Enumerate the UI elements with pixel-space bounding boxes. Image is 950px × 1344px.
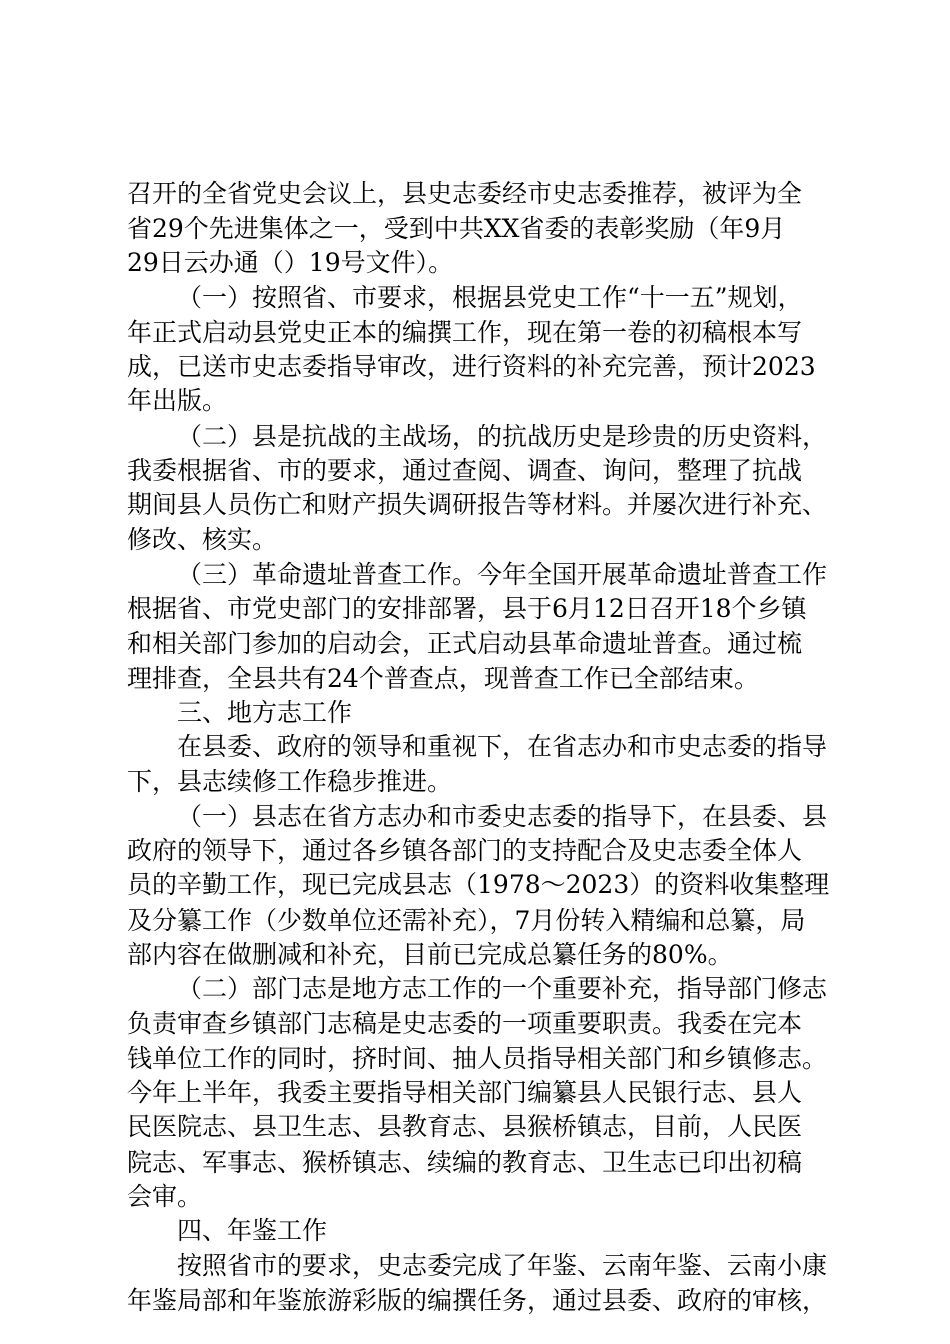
text-line: 钱单位工作的同时，挤时间、抽人员指导相关部门和乡镇修志。: [127, 1044, 828, 1073]
text-line: 下，县志续修工作稳步推进。: [127, 767, 453, 796]
text-line: 年正式启动县党史正本的编撰工作，现在第一卷的初稿根本写: [127, 318, 803, 347]
text-line: 按照省市的要求，史志委完成了年鉴、云南年鉴、云南小康: [177, 1251, 828, 1280]
text-line: 负责审查乡镇部门志稿是史志委的一项重要职责。我委在完本: [127, 1009, 803, 1038]
text-line: 成，已送市史志委指导审改，进行资料的补充完善，预计2023: [127, 352, 816, 381]
text-line: 我委根据省、市的要求，通过查阅、调查、询问，整理了抗战: [127, 456, 803, 485]
text-line: 会审。: [127, 1182, 203, 1211]
text-line: 政府的领导下，通过各乡镇各部门的支持配合及史志委全体人: [127, 836, 803, 865]
text-line: 理排查，全县共有24个普查点，现普查工作已全部结束。: [127, 664, 759, 693]
text-line: 民医院志、县卫生志、县教育志、县猴桥镇志，目前，人民医: [127, 1112, 803, 1141]
text-line: 年出版。: [127, 386, 228, 415]
text-line: 员的辛勤工作，现已完成县志（1978～2023）的资料收集整理: [127, 870, 830, 899]
text-line: 省29个先进集体之一，受到中共XX省委的表彰奖励（年9月: [127, 214, 786, 243]
section-heading: 四、年鉴工作: [177, 1216, 328, 1245]
section-heading: 三、地方志工作: [177, 698, 353, 727]
text-line: 及分纂工作（少数单位还需补充），7月份转入精编和总纂，局: [127, 906, 806, 935]
text-line: 召开的全省党史会议上，县史志委经市史志委推荐，被评为全: [127, 179, 803, 208]
text-line: 部内容在做删减和补充，目前已完成总纂任务的80%。: [127, 940, 733, 969]
text-line: 年鉴局部和年鉴旅游彩版的编撰任务，通过县委、政府的审核，: [127, 1286, 828, 1315]
text-line: （三）革命遗址普查工作。今年全国开展革命遗址普查工作: [177, 560, 828, 589]
text-line: 和相关部门参加的启动会，正式启动县革命遗址普查。通过梳: [127, 629, 803, 658]
text-line: 29日云办通（）19号文件）。: [127, 248, 454, 277]
text-line: （二）县是抗战的主战场，的抗战历史是珍贵的历史资料，: [177, 422, 828, 451]
text-line: 修改、核实。: [127, 525, 278, 554]
text-line: （二）部门志是地方志工作的一个重要补充，指导部门修志: [177, 974, 828, 1003]
text-line: 期间县人员伤亡和财产损失调研报告等材料。并屡次进行补充、: [127, 490, 828, 519]
text-line: 今年上半年，我委主要指导相关部门编纂县人民银行志、县人: [127, 1078, 803, 1107]
text-line: 在县委、政府的领导和重视下，在省志办和市史志委的指导: [177, 732, 828, 761]
text-line: （一）县志在省方志办和市委史志委的指导下，在县委、县: [177, 802, 828, 831]
text-line: 根据省、市党史部门的安排部署，县于6月12日召开18个乡镇: [127, 594, 807, 623]
text-line: 院志、军事志、猴桥镇志、续编的教育志、卫生志已印出初稿: [127, 1148, 803, 1177]
text-line: （一）按照省、市要求，根据县党史工作“十一五”规划，: [177, 283, 803, 312]
